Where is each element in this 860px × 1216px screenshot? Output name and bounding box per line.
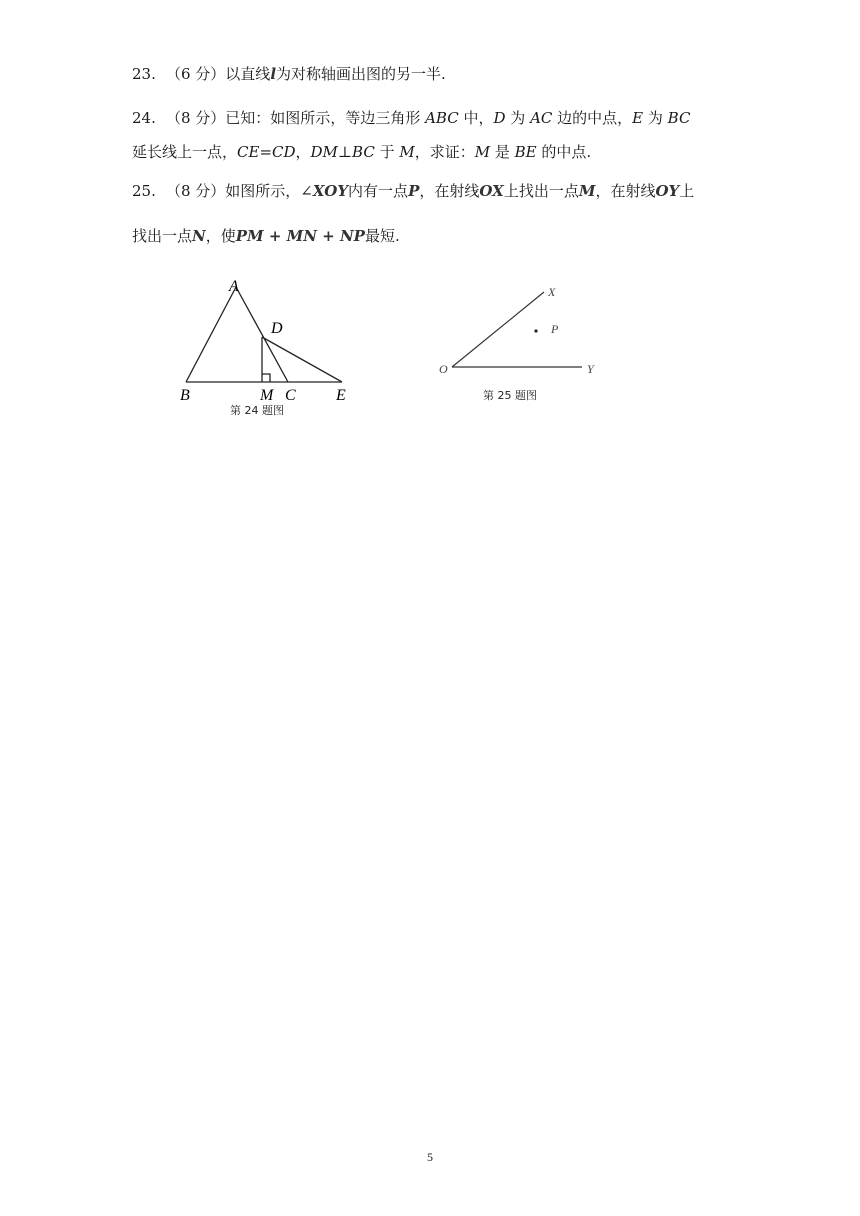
- question-text: 最短.: [364, 227, 400, 245]
- label-x: X: [548, 285, 556, 299]
- question-text: 中，: [458, 109, 494, 127]
- figure-24: [170, 275, 370, 410]
- math-symbol: OX: [479, 182, 504, 200]
- question-text: 边的中点，: [552, 109, 633, 127]
- figure-25-diagram: [430, 280, 610, 385]
- question-text: （8 分）如图所示，∠: [166, 182, 313, 200]
- question-text: 为: [505, 109, 531, 127]
- question-text: 为对称轴画出图的另一半.: [276, 65, 446, 83]
- label-o: O: [439, 362, 448, 376]
- question-text: 内有一点: [348, 182, 409, 200]
- math-symbol: N: [192, 227, 206, 245]
- question-24-line-1: [132, 108, 690, 128]
- math-symbol: D: [493, 109, 506, 127]
- question-text: 是: [490, 143, 515, 161]
- label-b: B: [180, 387, 190, 404]
- right-angle-mark: [262, 374, 270, 382]
- math-symbol: AC: [530, 109, 553, 127]
- question-text: （8 分）已知：如图所示，等边三角形: [166, 109, 426, 127]
- question-25-line-2: [132, 226, 400, 246]
- question-text: 为: [643, 109, 668, 127]
- question-23: [132, 64, 446, 84]
- question-number: 24.: [132, 109, 156, 127]
- figure-24-diagram: [170, 275, 370, 410]
- question-text: ，求证：: [414, 143, 475, 161]
- math-symbol: M: [578, 182, 596, 200]
- math-symbol: E: [632, 109, 644, 127]
- question-text: （6 分）以直线: [166, 65, 271, 83]
- question-text: 上找出一点: [503, 182, 579, 200]
- figure-24-caption: 第 24 题图: [230, 404, 284, 417]
- page-number: 5: [427, 1150, 433, 1164]
- question-number: 25.: [132, 182, 156, 200]
- math-symbol: XOY: [312, 182, 349, 200]
- label-a: A: [229, 278, 239, 295]
- question-25-line-1: [132, 181, 694, 201]
- label-e: E: [336, 387, 346, 404]
- math-symbol: BC: [667, 109, 691, 127]
- label-m: M: [260, 387, 274, 404]
- symmetry-axis-symbol: l: [270, 65, 277, 83]
- label-p: P: [551, 322, 559, 336]
- question-text: 上: [679, 182, 695, 200]
- math-symbol: OY: [655, 182, 680, 200]
- math-expression: PM + MN + NP: [235, 227, 365, 245]
- question-text: ，在射线: [595, 182, 656, 200]
- question-text: 找出一点: [132, 227, 193, 245]
- question-text: 的中点.: [536, 143, 592, 161]
- math-symbol: CE=CD: [237, 143, 296, 161]
- math-symbol: DM⊥BC: [310, 143, 375, 161]
- segment-ab: [186, 287, 236, 382]
- question-text: ，在射线: [419, 182, 480, 200]
- question-number: 23.: [132, 65, 156, 83]
- question-text: 于: [374, 143, 400, 161]
- segment-de: [262, 337, 342, 382]
- question-text: 延长线上一点，: [132, 143, 238, 161]
- label-c: C: [285, 387, 296, 404]
- math-symbol: ABC: [425, 109, 459, 127]
- math-symbol: M: [399, 143, 415, 161]
- math-symbol: BE: [514, 143, 537, 161]
- point-p: [534, 329, 537, 332]
- figure-25-caption: 第 25 题图: [483, 389, 537, 402]
- question-text: ，: [295, 143, 311, 161]
- label-y: Y: [587, 362, 594, 376]
- math-symbol: P: [408, 182, 420, 200]
- question-24-line-2: [132, 142, 591, 162]
- question-text: ，使: [205, 227, 236, 245]
- ray-ox: [452, 292, 544, 367]
- figure-25: [430, 280, 610, 385]
- label-d: D: [271, 320, 283, 337]
- math-symbol: M: [474, 143, 491, 161]
